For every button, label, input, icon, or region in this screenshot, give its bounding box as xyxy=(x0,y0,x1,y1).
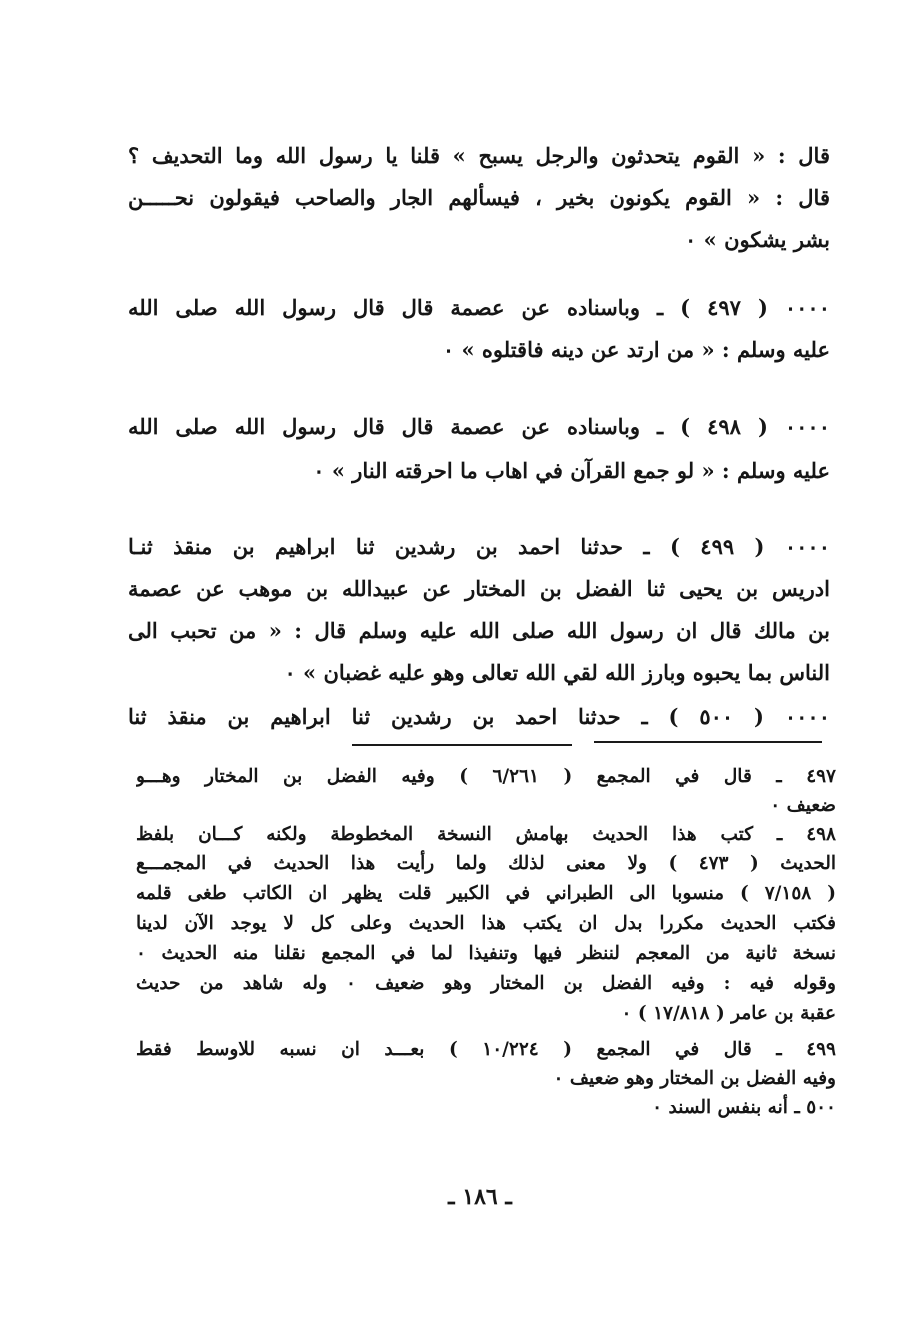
footnote-separator xyxy=(352,744,572,746)
footnote-497: ٤٩٧ ـ قال في المجمع ( ٦/٢٦١ ) وفيه الفضل بن المختار وهـــو xyxy=(136,766,836,787)
footnote-separator xyxy=(594,741,822,743)
hadith-498-line: عليه وسلم : « لو جمع القرآن في اهاب ما احرقته النار » ٠ xyxy=(313,458,830,483)
footnote-498: نسخة ثانية من المعجم لننظر فيها وتنفيذا لما في المجمع نقلنا منه الحديث ٠ xyxy=(136,943,836,964)
hadith-499-line: ٠٠٠٠ ( ٤٩٩ ) ـ حدثنا احمد بن رشدين ثنا ابراهيم بن منقذ ثنـا xyxy=(128,534,830,559)
footnote-498: فكتب الحديث مكررا بدل ان يكتب هذا الحديث وعلى كل لا يوجد الآن لدينا xyxy=(136,913,836,934)
footnote-499: وفيه الفضل بن المختار وهو ضعيف ٠ xyxy=(553,1068,836,1089)
footnote-498: ( ٧/١٥٨ ) منسوبا الى الطبراني في الكبير قلت يظهر ان الكاتب طغى قلمه xyxy=(136,883,836,904)
hadith-497-line: ٠٠٠٠ ( ٤٩٧ ) ـ وباسناده عن عصمة قال قال رسول الله صلى الله xyxy=(128,295,830,320)
footnote-497: ضعيف ٠ xyxy=(770,795,836,816)
footnote-499: ٤٩٩ ـ قال في المجمع ( ١٠/٢٢٤ ) بعـــد ان نسبه للاوسط فقط xyxy=(136,1039,836,1060)
hadith-500-line: ٠٠٠٠ ( ٥٠٠ ) ـ حدثنا احمد بن رشدين ثنا ابراهيم بن منقذ ثنا xyxy=(128,704,830,729)
page-number: ـ ١٨٦ ـ xyxy=(448,1184,512,1210)
hadith-499-line: بن مالك قال ان رسول الله صلى الله عليه وسلم قال : « من تحبب الى xyxy=(128,618,830,643)
footnote-498: ٤٩٨ ـ كتب هذا الحديث بهامش النسخة المخطوطة ولكنه كـــان بلفظ xyxy=(136,824,836,845)
footnote-500: ٥٠٠ ـ أنه بنفس السند ٠ xyxy=(652,1097,836,1118)
hadith-498-line: ٠٠٠٠ ( ٤٩٨ ) ـ وباسناده عن عصمة قال قال رسول الله صلى الله xyxy=(128,414,830,439)
hadith-497-line: عليه وسلم : « من ارتد عن دينه فاقتلوه » ٠ xyxy=(442,337,830,362)
main-text-line: قال : « القوم يتحدثون والرجل يسبح » قلنا يا رسول الله وما التحديف ؟ xyxy=(128,143,830,168)
main-text-line: قال : « القوم يكونون بخير ، فيسألهم الجار والصاحب فيقولون نحـــــن xyxy=(128,185,830,210)
main-text-line: بشر يشكون » ٠ xyxy=(685,227,830,252)
hadith-499-line: الناس بما يحبوه وبارز الله لقي الله تعالى وهو عليه غضبان » ٠ xyxy=(284,660,830,685)
footnote-498: الحديث ( ٤٧٣ ) ولا معنى لذلك ولما رأيت هذا الحديث في المجمـــع xyxy=(136,853,836,874)
hadith-499-line: ادريس بن يحيى ثنا الفضل بن المختار عن عبيدالله بن موهب عن عصمة xyxy=(128,576,830,601)
footnote-498: عقبة بن عامر ( ١٧/٨١٨ ) ٠ xyxy=(621,1003,836,1024)
footnote-498: وقوله فيه : وفيه الفضل بن المختار وهو ضعيف ٠ وله شاهد من حديث xyxy=(136,973,836,994)
